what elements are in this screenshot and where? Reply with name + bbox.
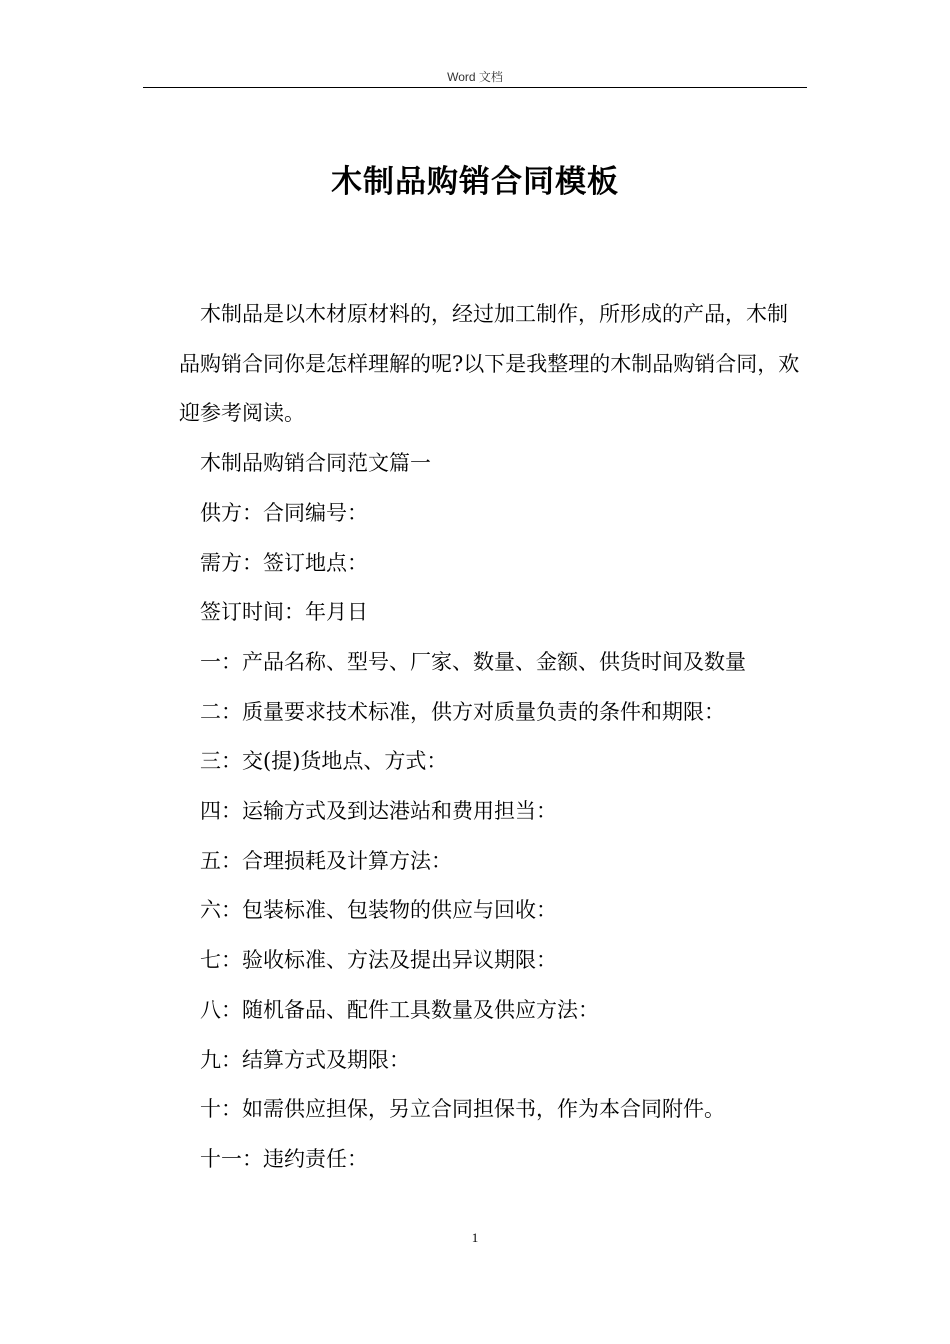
body-line: 需方：签订地点：	[200, 550, 368, 575]
intro-paragraph: 木制品是以木材原材料的，经过加工制作，所形成的产品，木制品购销合同你是怎样理解的呢?以下是我整理的木制品购销合同，欢迎参考阅读。	[179, 302, 800, 426]
body-line: 供方：合同编号：	[200, 500, 368, 525]
clause-line: 七：验收标准、方法及提出异议期限：	[200, 948, 557, 973]
header-divider	[143, 87, 807, 88]
clause-line: 十一：违约责任：	[200, 1146, 368, 1171]
clause-line: 四：运输方式及到达港站和费用担当：	[200, 799, 557, 824]
clause-line: 五：合理损耗及计算方法：	[200, 848, 452, 873]
document-body	[179, 290, 805, 1185]
clause-line: 六：包装标准、包装物的供应与回收：	[200, 898, 557, 923]
page-number: 1	[471, 1230, 479, 1245]
clause-line: 一：产品名称、型号、厂家、数量、金额、供货时间及数量	[200, 649, 746, 674]
section-heading: 木制品购销合同范文篇一	[200, 451, 431, 476]
clause-line: 九：结算方式及期限：	[200, 1047, 410, 1072]
clause-line: 二：质量要求技术标准，供方对质量负责的条件和期限：	[200, 699, 725, 724]
clause-line: 十：如需供应担保，另立合同担保书，作为本合同附件。	[200, 1097, 725, 1122]
clause-line: 三：交(提)货地点、方式：	[200, 749, 448, 774]
body-line: 签订时间：年月日	[200, 600, 368, 625]
document-title: 木制品购销合同模板	[331, 164, 619, 200]
page-header: Word 文档	[447, 70, 503, 84]
clause-line: 八：随机备品、配件工具数量及供应方法：	[200, 997, 599, 1022]
